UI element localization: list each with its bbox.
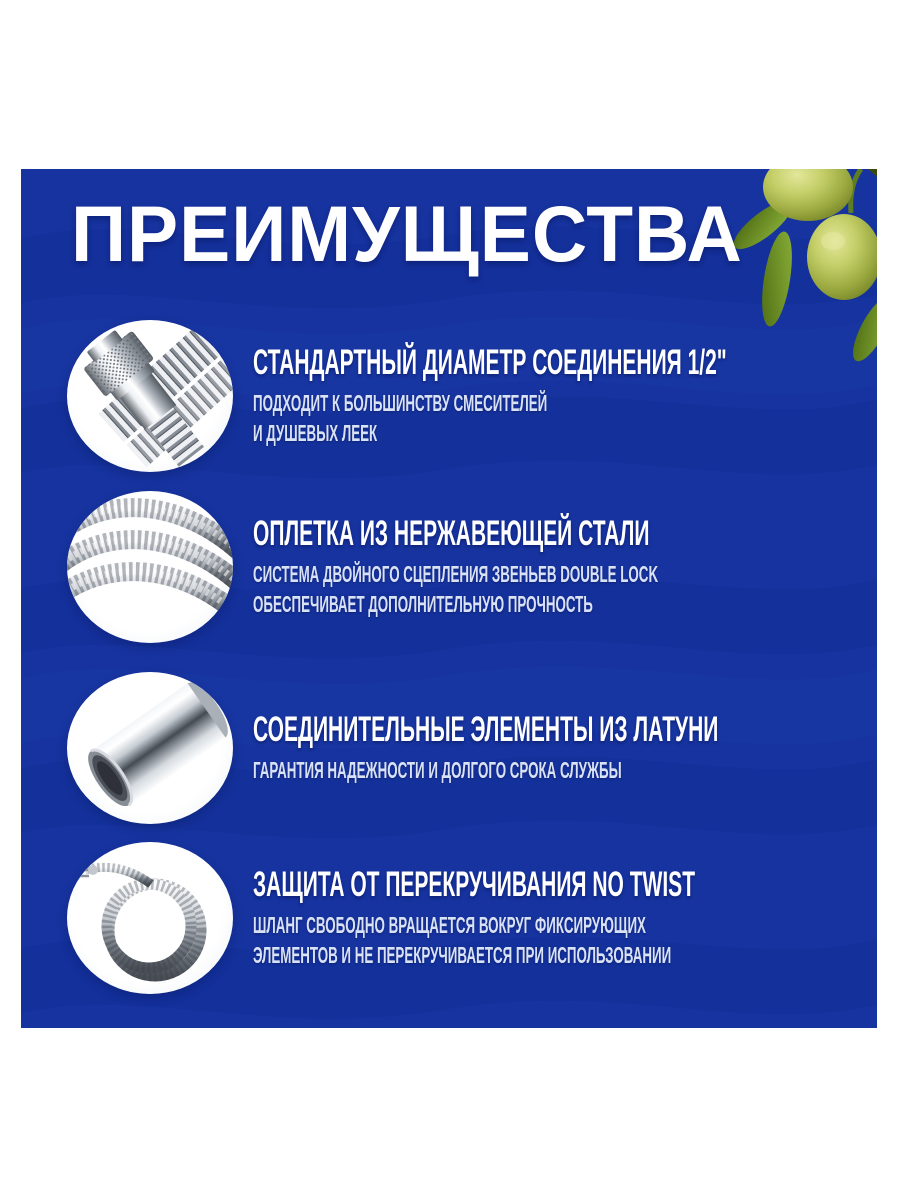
- feature-row-brass: [67, 672, 863, 824]
- braided-hose-photo: [67, 491, 233, 643]
- feature-description-line: ОБЕСПЕЧИВАЕТ ДОПОЛНИТЕЛЬНУЮ ПРОЧНОСТЬ: [253, 591, 593, 617]
- feature-title: СОЕДИНИТЕЛЬНЫЕ ЭЛЕМЕНТЫ ИЗ ЛАТУНИ: [253, 710, 719, 749]
- feature-description-line: ПОДХОДИТ К БОЛЬШИНСТВУ СМЕСИТЕЛЕЙ: [253, 390, 548, 416]
- braided-hose-illustration: [67, 491, 233, 643]
- feature-title: ОПЛЕТКА ИЗ НЕРЖАВЕЮЩЕЙ СТАЛИ: [253, 514, 650, 553]
- feature-title: СТАНДАРТНЫЙ ДИАМЕТР СОЕДИНЕНИЯ 1/2": [253, 343, 727, 382]
- page-title: ПРЕИМУЩЕСТВА: [71, 189, 743, 278]
- brass-fitting-photo: [67, 672, 233, 824]
- feature-description-line: СИСТЕМА ДВОЙНОГО СЦЕПЛЕНИЯ ЗВЕНЬЕВ DOUBLE LOCK: [253, 561, 659, 587]
- feature-row-notwist: [67, 842, 863, 994]
- feature-title: ЗАЩИТА ОТ ПЕРЕКРУЧИВАНИЯ NO TWIST: [253, 865, 696, 904]
- feature-row-diameter: [67, 320, 863, 472]
- advantages-panel: [21, 169, 877, 1028]
- brass-fitting-illustration: [67, 672, 233, 824]
- coiled-hose-illustration: [67, 842, 233, 994]
- feature-description-line: ЭЛЕМЕНТОВ И НЕ ПЕРЕКРУЧИВАЕТСЯ ПРИ ИСПОЛЬЗОВАНИИ: [253, 942, 672, 968]
- hose-connector-photo: [67, 320, 233, 472]
- feature-description-line: И ДУШЕВЫХ ЛЕЕК: [253, 420, 378, 446]
- feature-row-braid: [67, 491, 863, 643]
- feature-description-line: ШЛАНГ СВОБОДНО ВРАЩАЕТСЯ ВОКРУГ ФИКСИРУЮЩИХ: [253, 912, 646, 938]
- coiled-hose-photo: [67, 842, 233, 994]
- feature-description-line: ГАРАНТИЯ НАДЕЖНОСТИ И ДОЛГОГО СРОКА СЛУЖБЫ: [253, 757, 622, 783]
- hose-connector-illustration: [67, 320, 233, 472]
